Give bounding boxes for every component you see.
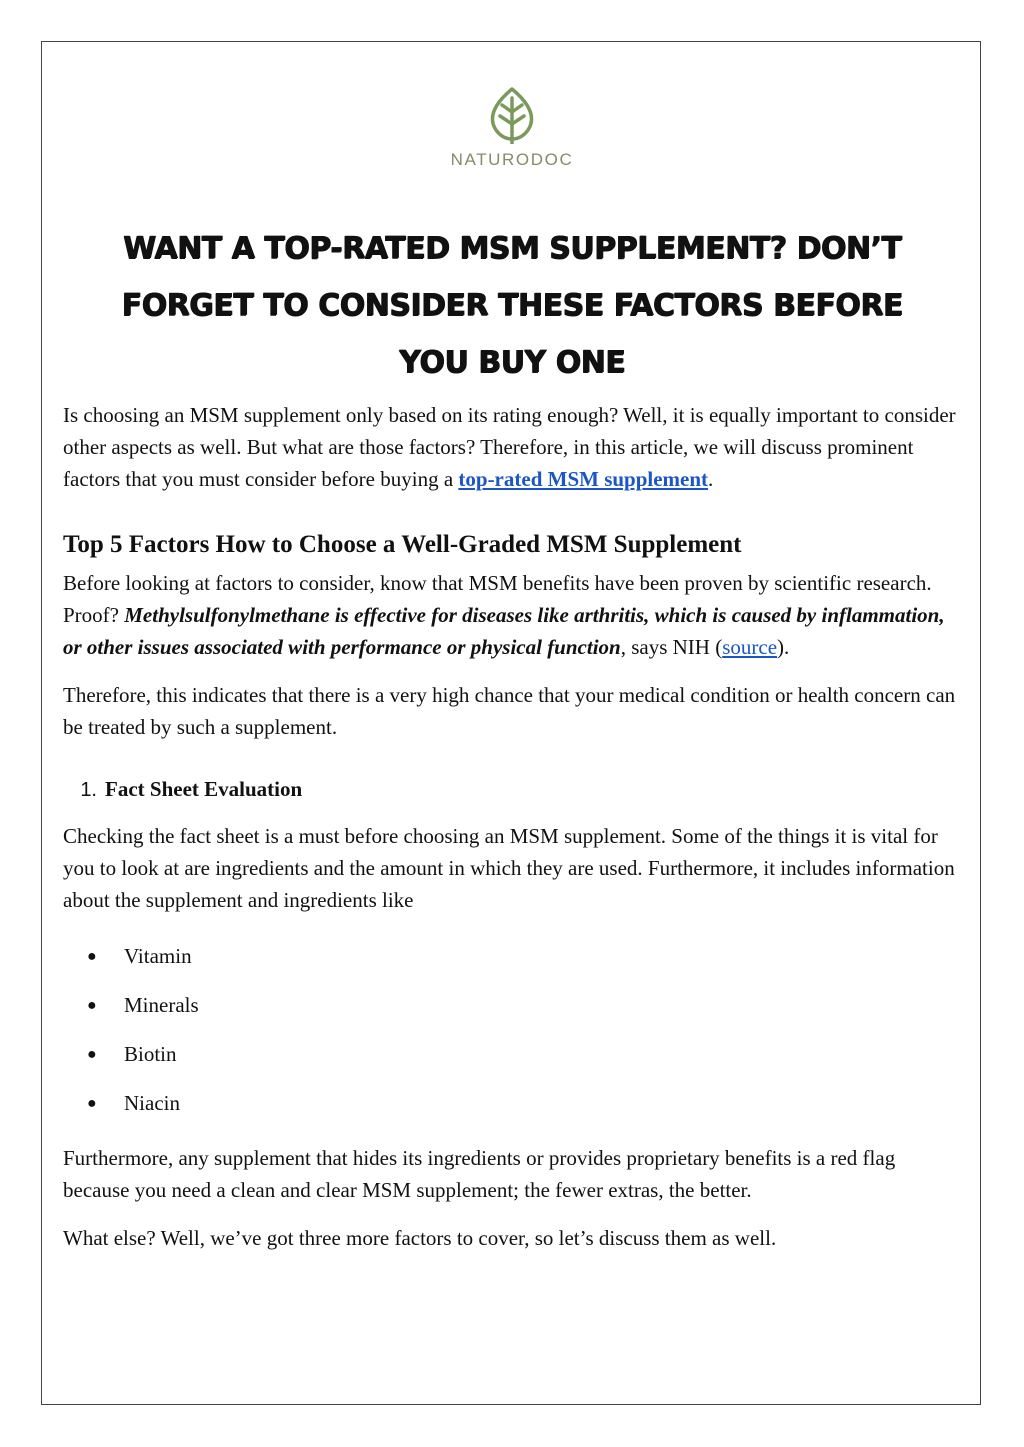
factor-title: Fact Sheet Evaluation [105,777,303,801]
intro-end: . [708,467,714,491]
page-title: WANT A TOP-RATED MSM SUPPLEMENT? DON’T FORGET TO CONSIDER THESE FACTORS BEFORE YOU BUY ONE [121,231,903,380]
list-item-label: Minerals [124,993,199,1017]
bullet-icon: ● [87,1095,97,1112]
source-link[interactable]: source [722,635,778,659]
nih-quote: Methylsulfonylmethane is effective for diseases like arthritis, which is caused by inflammation, or other issues associated with performance or physical function [63,603,945,659]
fact-sheet-paragraph: Checking the fact sheet is a must before choosing an MSM supplement. Some of the things it is vital for you to look at are ingredients and the amount in which they are used. Furthermore, it includes information about the supplement and ingredients like [63,824,955,912]
bullet-icon: ● [87,948,97,965]
red-flag-paragraph: Furthermore, any supplement that hides its ingredients or provides proprietary benefits is a red flag because you need a clean and clear MSM supplement; the fewer extras, the better. [63,1146,896,1202]
section-heading: Top 5 Factors How to Choose a Well-Graded MSM Supplement [63,531,742,558]
brand-name: NATURODOC [450,150,574,169]
ingredient-list [63,932,963,1128]
list-item-label: Niacin [124,1091,180,1115]
factor-number: 1. [80,779,97,801]
conclusion-paragraph: Therefore, this indicates that there is a very high chance that your medical condition or health concern can be treated by such a supplement. [63,683,956,739]
top-rated-msm-link[interactable]: top-rated MSM supplement [458,467,709,491]
list-item [63,1079,963,1128]
evidence-paragraph [63,567,963,663]
bullet-icon: ● [87,1046,97,1063]
list-item-label: Vitamin [124,944,192,968]
logo [0,86,1024,170]
bullet-icon: ● [87,997,97,1014]
article-body [63,399,963,1270]
evidence-text: Before looking at factors to consider, know that MSM benefits have been proven by scientific research. Proof? [63,571,932,627]
leaf-icon [486,86,538,144]
closing-paragraph: What else? Well, we’ve got three more factors to cover, so let’s discuss them as well. [63,1226,777,1250]
list-item [63,981,963,1030]
evidence-middle: , says NIH ( [620,635,723,659]
list-item-label: Biotin [124,1042,177,1066]
intro-paragraph [63,399,963,495]
intro-text: Is choosing an MSM supplement only based on its rating enough? Well, it is equally important to consider other aspects as well. But what are those factors? Therefore, in this article, we will discuss prominent factors that you must consider before buying a [63,403,956,491]
evidence-end: ). [777,635,790,659]
list-item [63,1030,963,1079]
factor-heading [63,773,963,806]
list-item [63,932,963,981]
